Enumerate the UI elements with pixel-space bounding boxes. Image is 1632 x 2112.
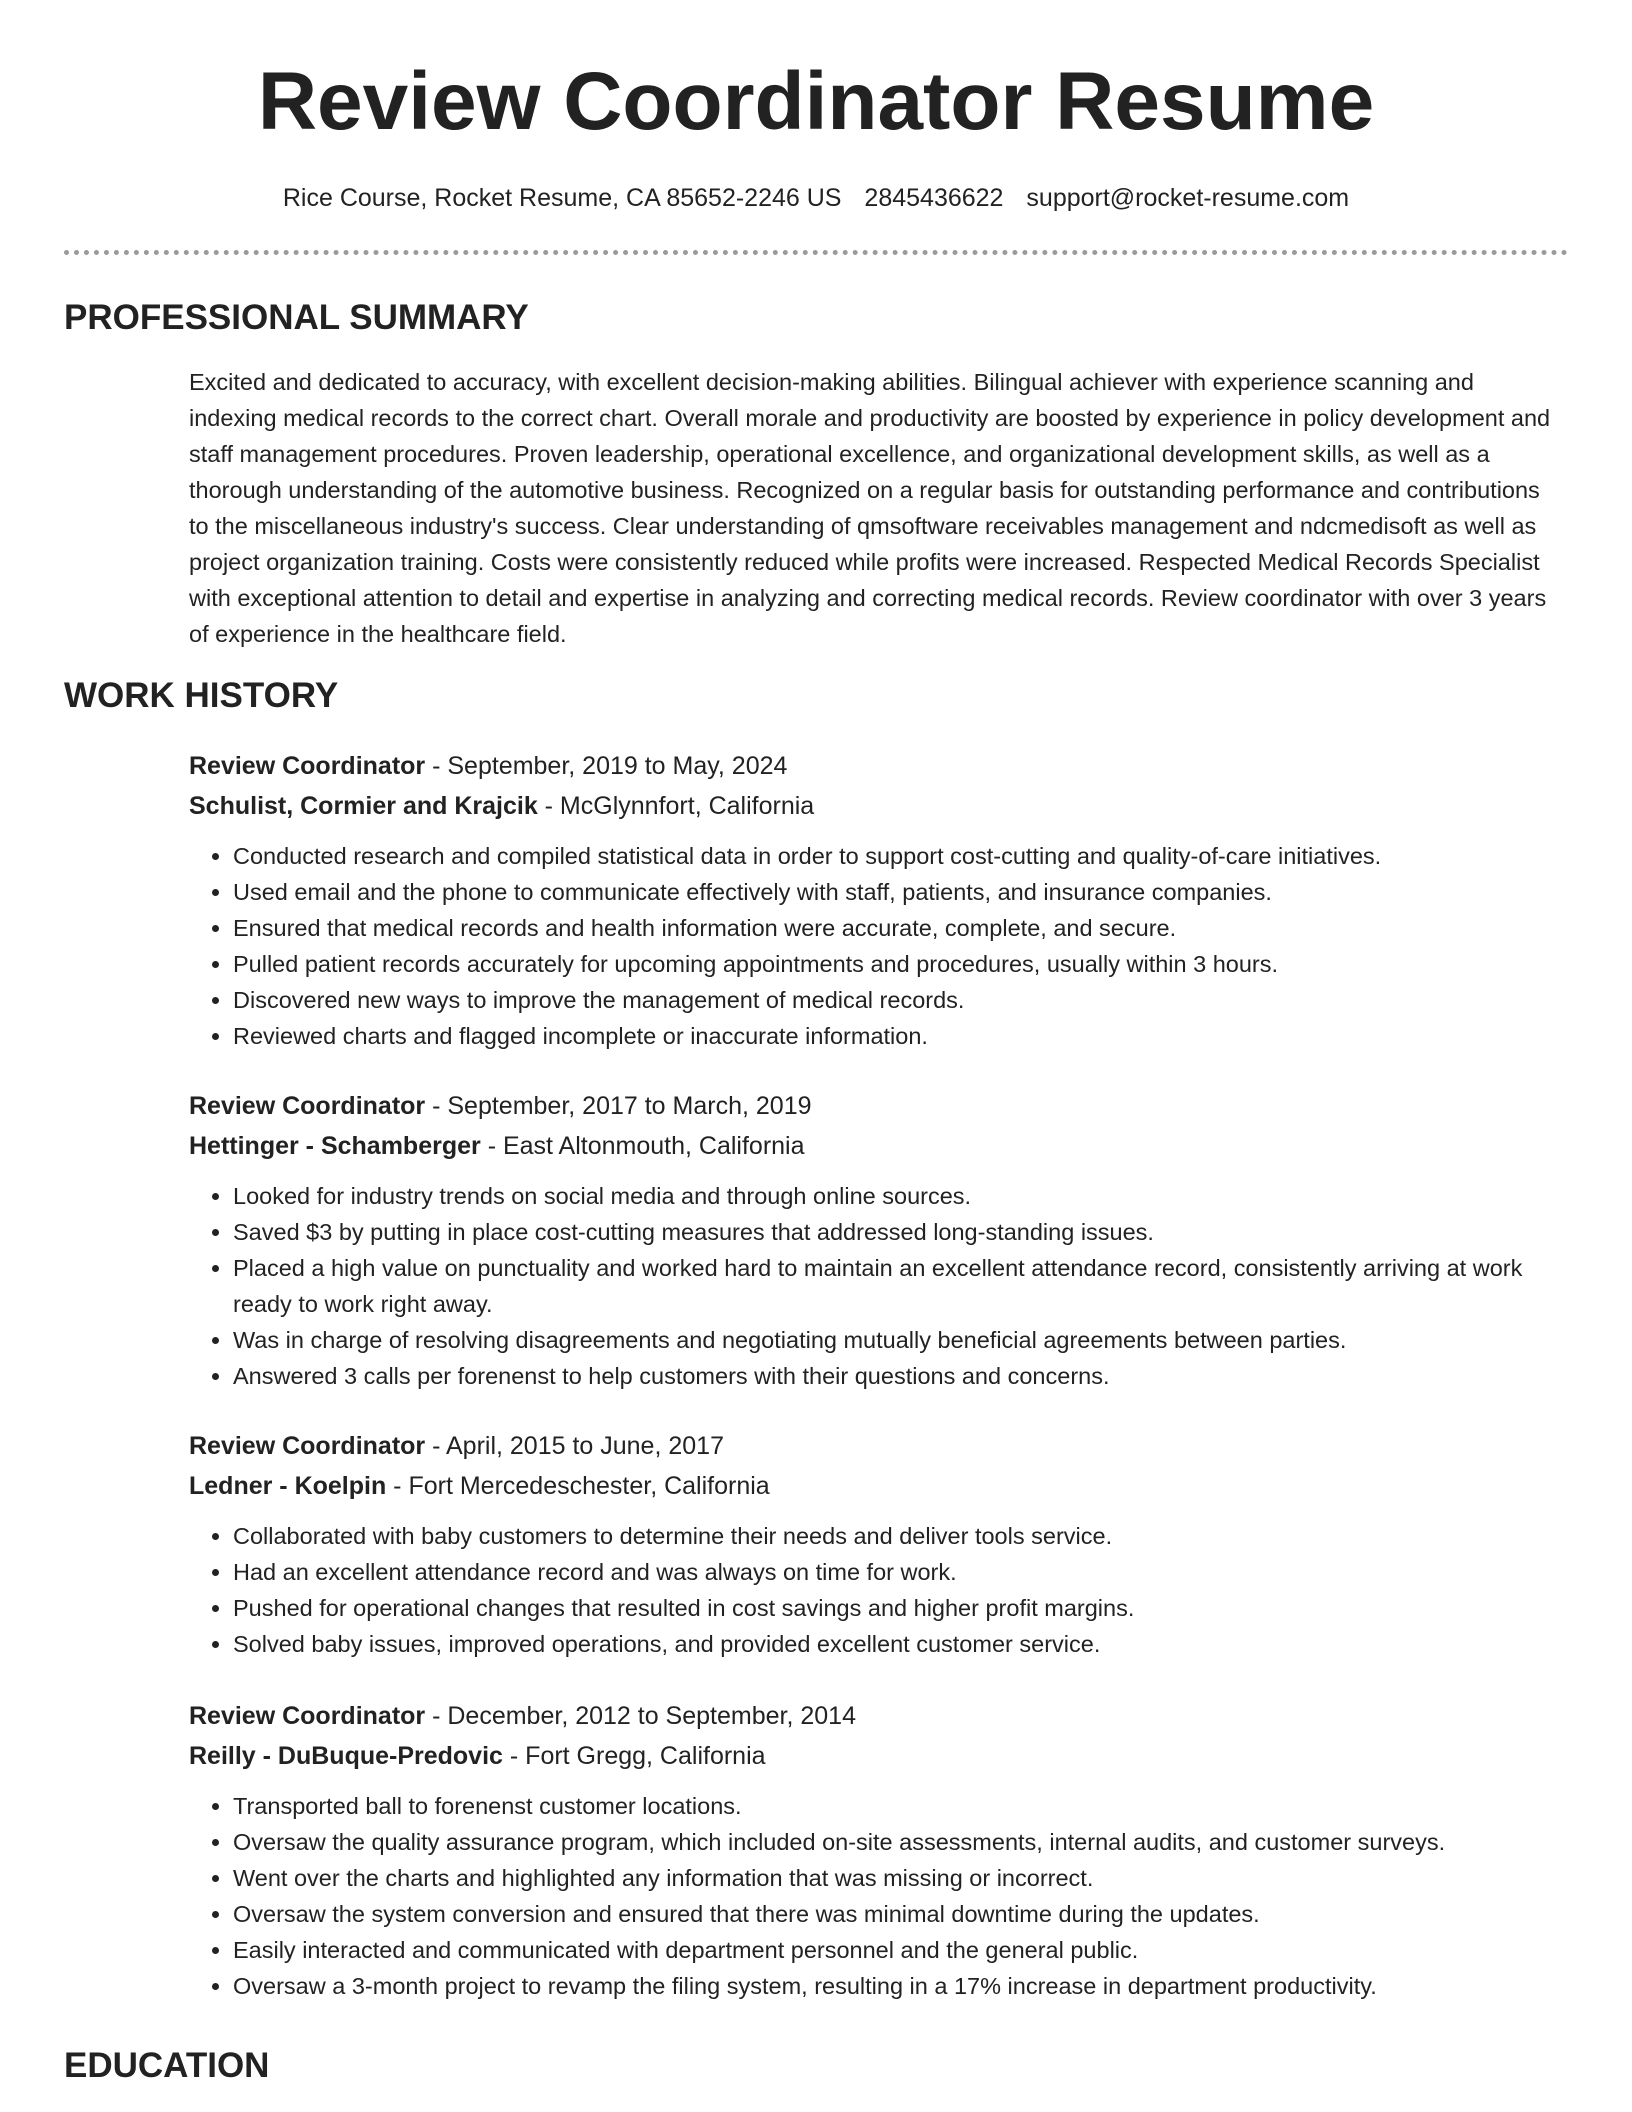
- job-company: Hettinger - Schamberger: [189, 1132, 481, 1160]
- job-bullet: • Went over the charts and highlighted any information that was missing or incorrect.: [233, 1860, 1569, 1896]
- job-location: - Fort Mercedeschester, California: [386, 1472, 770, 1500]
- job-title: Review Coordinator: [189, 1092, 426, 1120]
- job-dates: - December, 2012 to September, 2014: [425, 1702, 856, 1730]
- job-dates: - September, 2017 to March, 2019: [425, 1092, 812, 1120]
- job-title: Review Coordinator: [189, 752, 426, 780]
- header-divider: [64, 250, 1568, 255]
- job-bullet: • Discovered new ways to improve the management of medical records.: [233, 982, 1569, 1018]
- job-bullet: • Collaborated with baby customers to determine their needs and deliver tools service.: [233, 1518, 1569, 1554]
- contact-phone: 2845436622: [864, 184, 1004, 212]
- job-bullet: • Oversaw a 3-month project to revamp the filing system, resulting in a 17% increase in department productivity.: [233, 1968, 1569, 2004]
- job-bullet: • Oversaw the system conversion and ensured that there was minimal downtime during the updates.: [233, 1896, 1569, 1932]
- contact-email: support@rocket-resume.com: [1026, 184, 1350, 212]
- job-bullet: • Conducted research and compiled statistical data in order to support cost-cutting and quality-of-care initiatives.: [233, 838, 1569, 874]
- job-bullet-list: [189, 1518, 1569, 1662]
- job-bullet: • Pushed for operational changes that resulted in cost savings and higher profit margins.: [233, 1590, 1569, 1626]
- job-bullet: • Easily interacted and communicated with department personnel and the general public.: [233, 1932, 1569, 1968]
- job-entry: [189, 1426, 1569, 1662]
- job-bullet: • Reviewed charts and flagged incomplete or inaccurate information.: [233, 1018, 1569, 1054]
- job-bullet: • Transported ball to forenenst customer locations.: [233, 1788, 1569, 1824]
- job-title: Review Coordinator: [189, 1432, 426, 1460]
- job-bullet: • Placed a high value on punctuality and worked hard to maintain an excellent attendance record, consistently arriving at work ready to work right away.: [233, 1250, 1569, 1322]
- job-dates: - April, 2015 to June, 2017: [425, 1432, 724, 1460]
- section-heading-summary: PROFESSIONAL SUMMARY: [64, 298, 529, 337]
- job-location: - McGlynnfort, California: [537, 792, 815, 820]
- summary-text: Excited and dedicated to accuracy, with excellent decision-making abilities. Bilingual achiever with experience scanning and indexing medical records to the correct chart. Overall morale and productivity are boosted by experience in policy development and staff management procedures. Proven leadership, operational excellence, and organizational development skills, as well as a thorough understanding of the automotive business. Recognized on a regular basis for outstanding performance and contributions to the miscellaneous industry's success. Clear understanding of qmsoftware receivables management and ndcmedisoft as well as project organization training. Costs were consistently reduced while profits were increased. Respected Medical Records Specialist with exceptional attention to detail and expertise in analyzing and correcting medical records. Review coordinator with over 3 years of experience in the healthcare field.: [189, 369, 1551, 647]
- job-company: Reilly - DuBuque-Predovic: [189, 1742, 503, 1770]
- job-title-line: [189, 1696, 1569, 1736]
- job-bullet: • Had an excellent attendance record and was always on time for work.: [233, 1554, 1569, 1590]
- job-entry: [189, 1086, 1569, 1394]
- job-bullet: • Oversaw the quality assurance program, which included on-site assessments, internal audits, and customer surveys.: [233, 1824, 1569, 1860]
- job-bullet: • Used email and the phone to communicate effectively with staff, patients, and insurance companies.: [233, 874, 1569, 910]
- job-bullet-list: [189, 1788, 1569, 2004]
- job-bullet: • Ensured that medical records and health information were accurate, complete, and secure.: [233, 910, 1569, 946]
- job-title-line: [189, 1086, 1569, 1126]
- job-entry: [189, 1696, 1569, 2004]
- job-bullet: • Solved baby issues, improved operations, and provided excellent customer service.: [233, 1626, 1569, 1662]
- job-bullet: • Was in charge of resolving disagreements and negotiating mutually beneficial agreements between parties.: [233, 1322, 1569, 1358]
- job-entry: [189, 746, 1569, 1054]
- job-title-line: [189, 1426, 1569, 1466]
- section-heading-work-history: WORK HISTORY: [64, 676, 339, 715]
- contact-info: [0, 180, 1632, 216]
- job-bullet: • Pulled patient records accurately for upcoming appointments and procedures, usually within 3 hours.: [233, 946, 1569, 982]
- resume-title: Review Coordinator Resume: [257, 56, 1375, 147]
- job-bullet: • Looked for industry trends on social media and through online sources.: [233, 1178, 1569, 1214]
- job-title-line: [189, 746, 1569, 786]
- job-location: - East Altonmouth, California: [480, 1132, 805, 1160]
- job-title: Review Coordinator: [189, 1702, 426, 1730]
- contact-address: Rice Course, Rocket Resume, CA 85652-2246 US: [282, 184, 842, 212]
- job-bullet: • Saved $3 by putting in place cost-cutting measures that addressed long-standing issues.: [233, 1214, 1569, 1250]
- job-company-line: [189, 786, 1569, 826]
- job-dates: - September, 2019 to May, 2024: [425, 752, 788, 780]
- job-company-line: [189, 1466, 1569, 1506]
- job-bullet-list: [189, 1178, 1569, 1394]
- job-location: - Fort Gregg, California: [502, 1742, 766, 1770]
- section-heading-education: EDUCATION: [64, 2046, 270, 2085]
- job-company-line: [189, 1126, 1569, 1166]
- job-company-line: [189, 1736, 1569, 1776]
- job-bullet: • Answered 3 calls per forenenst to help customers with their questions and concerns.: [233, 1358, 1569, 1394]
- job-company: Schulist, Cormier and Krajcik: [189, 792, 538, 820]
- job-company: Ledner - Koelpin: [189, 1472, 387, 1500]
- job-bullet-list: [189, 838, 1569, 1054]
